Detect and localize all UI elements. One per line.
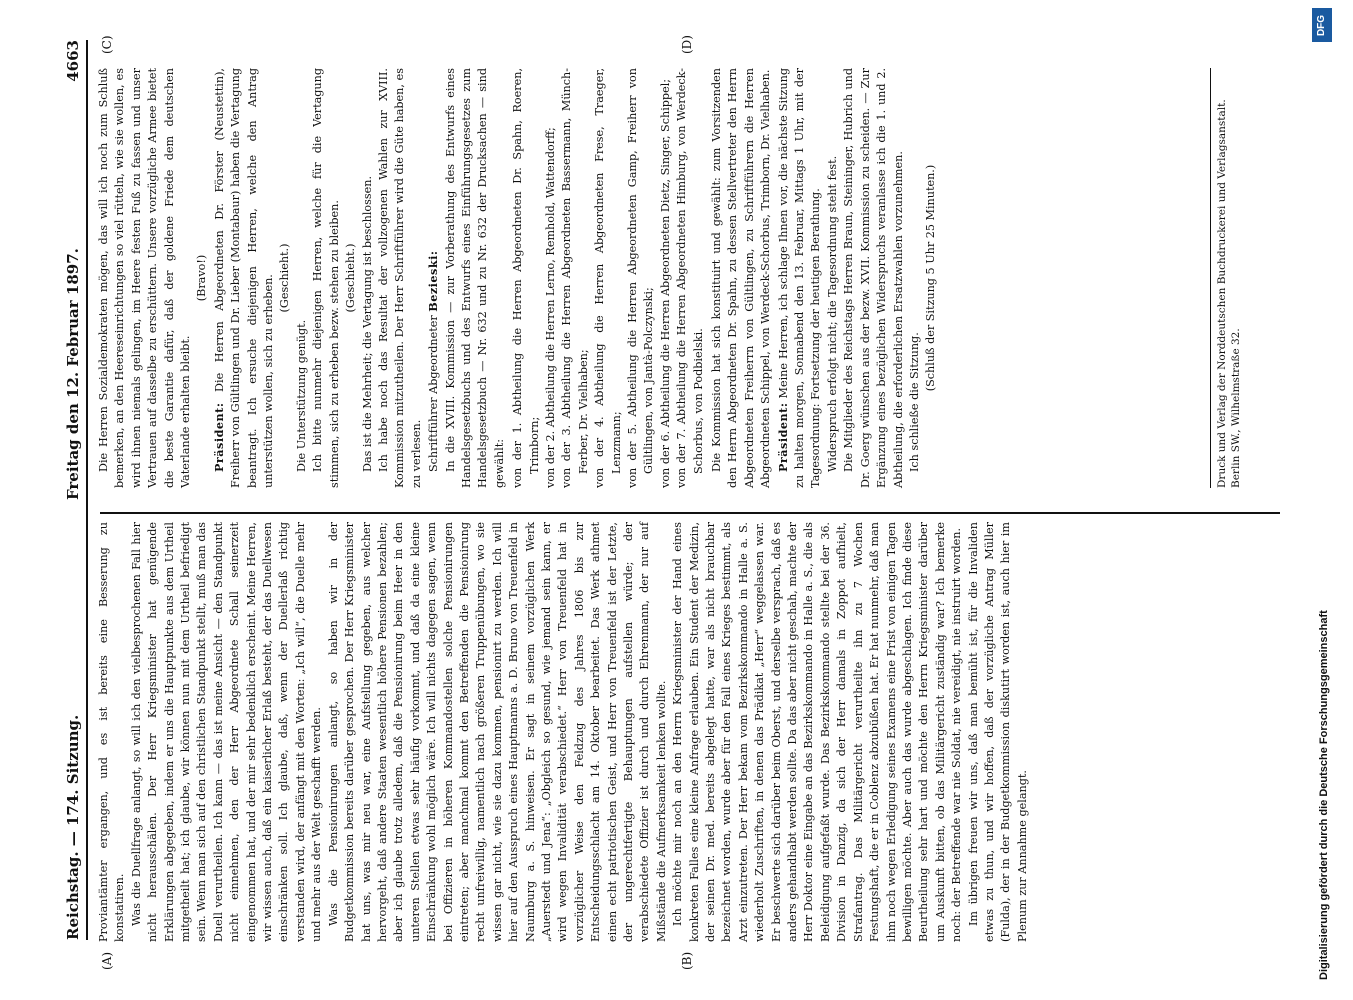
list-item: von der 6. Abtheilung die Herren Abgeordneten Dietz, Singer, Schippel; (658, 78, 672, 488)
list-item: von der 5. Abtheilung die Herren Abgeordneten Gamp, Freiherr von Gültlingen, von Jantà-Polczynski; (626, 68, 656, 488)
right-column (96, 68, 940, 488)
paragraph: Im übrigen freuen wir uns, daß man bemüht ist, für die Invaliden etwas zu thun, und wir hoffen, daß der vorzügliche Antrag Müller (Fulda), der in der Budgetkommission diskutirt worden ist, auch hier im Plenum zur Annahme gelangt. (966, 522, 1029, 942)
paragraph: Was die Pensionirungen anlangt, so haben wir in der Budgetkommission bereits darüber gesprochen. Der Herr Kriegsminister hat uns, was mir neu war, eine Aufstellung gegeben, aus welcher hervorgeht, daß andere Staaten wesentlich höhere Pensionen bezahlen; aber ich glaube trotz alledem, daß die Pensionirung beim Heer in den unteren Stellen etwas sehr häufig vorkommt, und daß da eine kleine Einschränkung wohl möglich wäre. Ich will nichts dagegen sagen, wenn bei Offizieren in höheren Kommandostellen solche Pensionirungen eintreten; aber manchmal kommt den Betreffenden die Pensionirung recht unfreiwillig, namentlich nach größeren Truppenübungen, wo sie wissen gar nicht, wie sie dazu kommen, pensionirt zu werden. Ich will hier auf den Ausspruch eines Hauptmanns a. D. Bruno von Treuenfeld in Naumburg a. S. hinweisen. Er sagt in seinem vorzüglichen Werk „Auerstedt und Jena“: „Obgleich so gesund, wie jemand sein kann, er wird wegen Invalidität verabschiedet.“ Herr von Treuenfeld hat in vorzüglicher Weise den Feldzug des Jahres 1806 bis zur Entscheidungsschlacht am 14. Oktober bearbeitet. Das Werk athmet einen echt patriotischen Geist, und Herr von Treuenfeld ist der Letzte, der ungerechtfertigte Behauptungen aufstellen würde; der verabschiedete Offizier ist durch und durch Ehrenmann, der nur auf Mißstände die Aufmerksamkeit lenken wollte. (326, 522, 668, 942)
speaker-role: Schriftführer Abgeordneter (427, 315, 441, 472)
paragraph: Ich schließe die Sitzung. (907, 332, 921, 472)
list-item: von der 3. Abtheilung die Herren Abgeordneten Bassermann, Münch-Ferber, Dr. Vielhaben; (560, 68, 590, 488)
page-number: 4663 (64, 40, 82, 82)
margin-marker-b: (B) (680, 951, 694, 970)
paragraph: Ich bitte nunmehr diejenigen Herren, welche für die Vertagung stimmen, sich zu erheben bezw. stehen zu bleiben. (311, 68, 341, 488)
interjection: (Geschieht.) (278, 243, 292, 313)
speaker-label: Präsident: (211, 402, 226, 472)
paragraph: Das ist die Mehrheit; die Vertagung ist beschlossen. (360, 175, 374, 472)
election-list (510, 68, 707, 488)
paragraph (425, 68, 442, 488)
list-item: von der 1. Abtheilung die Herren Abgeordneten Dr. Spahn, Roeren, Trimborn; (511, 68, 541, 488)
digitization-credit: Digitalisierung gefördert durch die Deutsche Forschungsgemeinschaft (1318, 610, 1330, 980)
list-item: von der 2. Abtheilung die Herren Lerno, Remhold, Wattendorff; (543, 127, 557, 488)
speech-text: Meine Herren, ich schlage Ihnen vor, die nächste Sitzung zu halten morgen, Sonnabend den 13. Februar, Mittags 1 Uhr, mit der Tagesordnung: Fortsetzung der heutigen Berathung. (776, 68, 823, 488)
paragraph: Die Herren Sozialdemokraten mögen, das will ich noch zum Schluß bemerken, an den Heereseinrichtungen so viel rütteln, wie sie wollen, es wird ihnen niemals gelingen, im Heere festen Fuß zu fassen und unser Vertrauen auf dasselbe zu erschüttern. Unsere vorzügliche Armee bietet die beste Garantie dafür, daß der goldene Friede dem deutschen Vaterlande erhalten bleibt. (97, 68, 193, 488)
printer-imprint: Druck und Verlag der Norddeutschen Buchdruckerei und Verlagsanstalt. Berlin SW., Wilhelmstraße 32. (1210, 68, 1243, 488)
paragraph (211, 68, 278, 488)
dfg-logo (1312, 8, 1332, 42)
column-divider (100, 512, 1280, 514)
paragraph: Ich möchte mir noch an den Herrn Kriegsminister der Hand eines konkreten Falles eine kleine Anfrage erlauben. Ein Student der Medizin, der seinen Dr. med. bereits abgelegt hatte, war als nicht brauchbar bezeichnet worden, wurde aber für den Fall eines Krieges bestimmt, als Arzt einzutreten. Der Herr bekam vom Bezirkskommando in Halle a. S. wiederholt Zuschriften, in denen das Prädikat „Herr“ weggelassen war. Er beschwerte sich darüber beim Oberst, und derselbe versprach, daß es anders gehandhabt werden sollte. Da das aber nicht geschah, machte der Herr Doktor eine Eingabe an das Bezirkskommando in Halle a. S., die als Beleidigung aufgefaßt wurde. Das Bezirkskommando stellte bei der 36. Division in Danzig, da sich der Herr damals in Zoppot aufhielt, Strafantrag. Das Militärgericht verurtheilte ihn zu 7 Wochen Festungshaft, die er in Coblenz abzubüßen hat. Er hat nunmehr, daß man ihm noch wegen Erledigung seines Examens eine Frist von einigen Tagen bewilligen möchte. Aber auch das wurde abgeschlagen. Ich finde diese Beurtheilung sehr hart und möchte den Herrn Kriegsminister darüber um Auskunft bitten, ob das Militärgericht zuständig war? Ich bemerke noch: der Betreffende war nie Soldat, nie vereidigt, nie instruirt worden. (671, 522, 964, 942)
header-date: Freitag den 12. Februar 1897. (64, 248, 82, 500)
paragraph: In die XVIII. Kommission — zur Vorberathung des Entwurfs eines Handelsgesetzbuchs und des Entwurfs eines Einführungsgesetzes zum Handelsgesetzbuch — Nr. 632 und zu Nr. 632 der Drucksachen — sind gewählt: (443, 68, 506, 488)
paragraph (775, 68, 825, 488)
session-end: (Schluß der Sitzung 5 Uhr 25 Minuten.) (924, 164, 938, 392)
paragraph: Die Mitglieder des Reichstags Herren Braun, Steininger, Hubrich und Dr. Goerg wünschen aus der bezw. XVII. Kommission zu scheiden. — Zur Ergänzung eines bezüglichen Widerspruchs veranlasse ich die 1. und 2. Abtheilung, die erforderlichen Ersatzwahlen vorzunehmen. (842, 68, 905, 488)
dfg-logo-text: DFG (1316, 14, 1328, 36)
paragraph: Was die Duellfrage anlangt, so will ich den vielbesprochenen Fall hier nicht herausschälen. Der Herr Kriegsminister hat genügende Erklärungen abgegeben, indem er uns die Hauptpunkte aus dem Urtheil mitgetheilt hat; ich glaube, wir können nun mit dem Urtheil befriedigt sein. Wenn man sich auf den christlichen Standpunkt stellt, muß man das Duell verurtheilen. Ich kann — das ist meine Ansicht — den Standpunkt nicht einnehmen, den der Herr Abgeordnete Schall seinerzeit eingenommen hat, und der mir sehr bedenklich erscheint. Meine Herren, wir wissen auch, daß ein kaiserlicher Erlaß besteht, der das Duellwesen einschränken soll. Ich glaube, daß, wenn der Duellerlaß richtig verstanden wird, der anfängt mit den Worten: „Ich will“, die Duelle mehr und mehr aus der Welt geschafft werden. (129, 522, 324, 942)
speaker-label: Präsident: (775, 402, 790, 472)
digitization-sidebar (1310, 0, 1350, 1000)
paragraph: Proviantämter ergangen, und es ist bereits eine Besserung zu konstatiren. (97, 522, 127, 942)
list-item: von der 4. Abtheilung die Herren Abgeordneten Frese, Traeger, Lenzmann; (593, 68, 623, 488)
margin-marker-a: (A) (100, 951, 114, 970)
list-item: von der 7. Abtheilung die Herren Abgeordneten Himburg, von Werdeck-Schorbus, von Podbielski. (675, 68, 705, 488)
interjection: (Geschieht.) (344, 243, 358, 313)
paragraph: Widerspruch erfolgt nicht; die Tagesordnung steht fest. (825, 155, 839, 472)
interjection: (Bravo!) (195, 254, 209, 302)
margin-marker-c: (C) (100, 35, 114, 54)
margin-marker-d: (D) (680, 35, 694, 54)
paragraph: Die Unterstützung genügt. (294, 319, 308, 472)
left-column (96, 522, 1031, 942)
paragraph: Ich habe noch das Resultat der vollzogenen Wahlen zur XVIII. Kommission mitzutheilen. Der Herr Schriftführer wird die Güte haben, es zu verlesen. (376, 68, 423, 488)
header-left: Reichstag. — 174. Sitzung. (64, 714, 82, 940)
paragraph: Die Kommission hat sich konstituirt und gewählt: zum Vorsitzenden den Herrn Abgeordneten Dr. Spahn, zu dessen Stellvertreter den Herrn Abgeordneten Freiherrn von Gültlingen, zu Schriftführern die Herren Abgeordneten Schippel, von Werdeck-Schorbus, Trimborn, Dr. Vielhaben. (710, 68, 773, 488)
speech-text: Die Herren Abgeordneten Dr. Förster (Neustettin), Freiherr von Gültlingen und Dr. Lieber (Montabaur) haben die Vertagung beantragt. Ich ersuche diejenigen Herren, welche den Antrag unterstützen wollen, sich zu erheben. (212, 68, 276, 488)
page-header (56, 40, 88, 940)
speaker-label: Bezieski: (426, 250, 441, 312)
